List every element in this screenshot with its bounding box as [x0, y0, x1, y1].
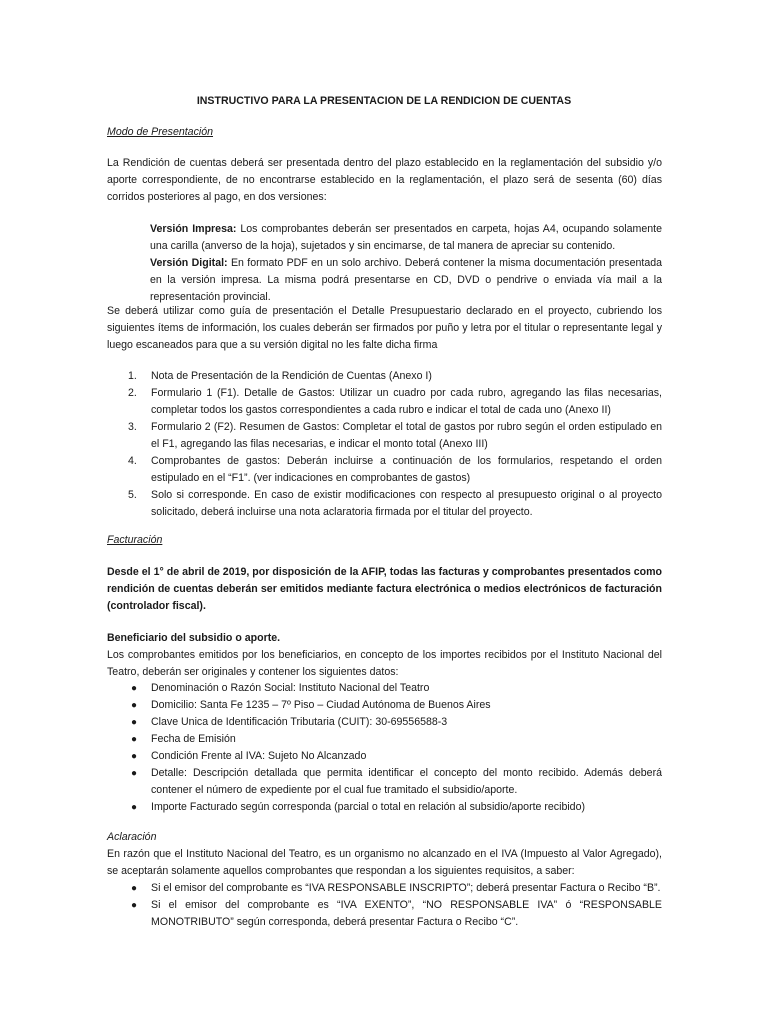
bullet-icon: ●: [131, 751, 138, 762]
bullet-icon: ●: [131, 768, 138, 779]
clarification-paragraph: En razón que el Instituto Nacional del Teatro, es un organismo no alcanzado en el IVA (Impuesto al Valor Agregado), se aceptarán solamente aquellos comprobantes que respondan a los siguientes requisitos, a saber:: [107, 848, 662, 877]
version-digital-paragraph: [150, 255, 662, 306]
list-item: [107, 453, 662, 487]
list-item: [107, 385, 662, 419]
bullet-item: [107, 697, 662, 714]
bullet-icon: ●: [131, 883, 138, 894]
bullet-item: [107, 880, 662, 897]
bullet-item-text: Detalle: Descripción detallada que permita identificar el concepto del monto recibido. Además deberá contener el número de expediente por el cual fue tramitado el subsidio/aporte.: [151, 767, 662, 796]
section-heading-facturacion: Facturación: [107, 534, 163, 546]
intro-paragraph: La Rendición de cuentas deberá ser presentada dentro del plazo establecido en la reglamentación del subsidio y/o aporte correspondiente, de no encontrarse establecido en la reglamentación, el plazo será de sesenta (60) días corridos posteriores al pago, en dos versiones:: [107, 157, 662, 203]
bullet-item-text: Clave Unica de Identificación Tributaria (CUIT): 30-69556588-3: [151, 716, 448, 728]
bullet-item-text: Fecha de Emisión: [151, 733, 236, 745]
afip-notice-paragraph: Desde el 1° de abril de 2019, por disposición de la AFIP, todas las facturas y comprobantes presentados como rendición de cuentas deberán ser emitidos mediante factura electrónica o medios electrónicos de facturación (controlador fiscal).: [107, 566, 662, 612]
list-item-number: 3.: [128, 421, 137, 433]
bullet-item: [107, 680, 662, 697]
bullet-item: [107, 897, 662, 931]
bullet-icon: ●: [131, 700, 138, 711]
list-item-number: 2.: [128, 387, 137, 399]
version-digital-text: En formato PDF en un solo archivo. Deberá contener la misma documentación presentada en la versión impresa. La misma podrá presentarse en CD, DVD o pendrive o enviada vía mail a la representación provincial.: [150, 257, 662, 303]
bullet-item-text: Si el emisor del comprobante es “IVA EXENTO”, “NO RESPONSABLE IVA” ó “RESPONSABLE MONOTRIBUTO” según corresponda, deberá presentar Factura o Recibo “C”.: [151, 899, 662, 928]
bullet-item-text: Denominación o Razón Social: Instituto Nacional del Teatro: [151, 682, 430, 694]
list-item-number: 1.: [128, 370, 137, 382]
version-digital-label: Versión Digital:: [150, 257, 228, 269]
bullet-icon: ●: [131, 734, 138, 745]
bullet-item: [107, 765, 662, 799]
bullet-item-text: Condición Frente al IVA: Sujeto No Alcanzado: [151, 750, 367, 762]
beneficiary-paragraph: Los comprobantes emitidos por los beneficiarios, en concepto de los importes recibidos por el Instituto Nacional del Teatro, deberán ser originales y contener los siguientes datos:: [107, 649, 662, 678]
list-item: [107, 368, 662, 385]
guide-paragraph: Se deberá utilizar como guía de presentación el Detalle Presupuestario declarado en el proyecto, cubriendo los siguientes ítems de información, los cuales deberán ser firmados por puño y letra por el titular o representante legal y luego escaneados para que a su versión digital no les falte dicha firma: [107, 305, 662, 351]
list-item-number: 4.: [128, 455, 137, 467]
presentation-items-list: [107, 368, 662, 521]
bullet-item: [107, 714, 662, 731]
bullet-item-text: Importe Facturado según corresponda (parcial o total en relación al subsidio/aporte recibido): [151, 801, 585, 813]
list-item-number: 5.: [128, 489, 137, 501]
bullet-item-text: Domicilio: Santa Fe 1235 – 7º Piso – Ciudad Autónoma de Buenos Aires: [151, 699, 491, 711]
list-item-text: Formulario 2 (F2). Resumen de Gastos: Completar el total de gastos por rubro según el orden estipulado en el F1, agregando las filas necesarias, e indicar el monto total (Anexo III): [151, 421, 662, 450]
bullet-item: [107, 799, 662, 816]
bullet-item-text: Si el emisor del comprobante es “IVA RESPONSABLE INSCRIPTO”; deberá presentar Factura o Recibo “B”.: [151, 882, 661, 894]
version-impresa-label: Versión Impresa:: [150, 223, 237, 235]
list-item-text: Formulario 1 (F1). Detalle de Gastos: Utilizar un cuadro por cada rubro, agregando las filas necesarias, completar todos los gastos correspondientes a cada rubro e indicar el total de cada uno (Anexo II): [151, 387, 662, 416]
clarification-heading: Aclaración: [107, 831, 157, 843]
list-item-text: Nota de Presentación de la Rendición de Cuentas (Anexo I): [151, 370, 432, 382]
document-title: INSTRUCTIVO PARA LA PRESENTACION DE LA RENDICION DE CUENTAS: [196, 95, 572, 107]
version-impresa-paragraph: [150, 221, 662, 255]
beneficiary-heading: Beneficiario del subsidio o aporte.: [107, 632, 281, 644]
bullet-icon: ●: [131, 900, 138, 911]
bullet-icon: ●: [131, 717, 138, 728]
clarification-list: [107, 880, 662, 931]
bullet-icon: ●: [131, 802, 138, 813]
bullet-item: [107, 748, 662, 765]
bullet-item: [107, 731, 662, 748]
bullet-icon: ●: [131, 683, 138, 694]
list-item: [107, 419, 662, 453]
beneficiary-data-list: [107, 680, 662, 816]
list-item-text: Comprobantes de gastos: Deberán incluirse a continuación de los formularios, respetando el orden estipulado en el “F1”. (ver indicaciones en comprobantes de gastos): [151, 455, 662, 484]
list-item: [107, 487, 662, 521]
section-heading-modo-presentacion: Modo de Presentación: [107, 126, 214, 138]
list-item-text: Solo si corresponde. En caso de existir modificaciones con respecto al presupuesto original o al proyecto solicitado, deberá incluirse una nota aclaratoria firmada por el titular del proyecto.: [151, 489, 662, 518]
version-impresa-text: Los comprobantes deberán ser presentados en carpeta, hojas A4, ocupando solamente una carilla (anverso de la hoja), sujetados y sin encimarse, de tal manera de apreciar su contenido.: [150, 223, 662, 252]
